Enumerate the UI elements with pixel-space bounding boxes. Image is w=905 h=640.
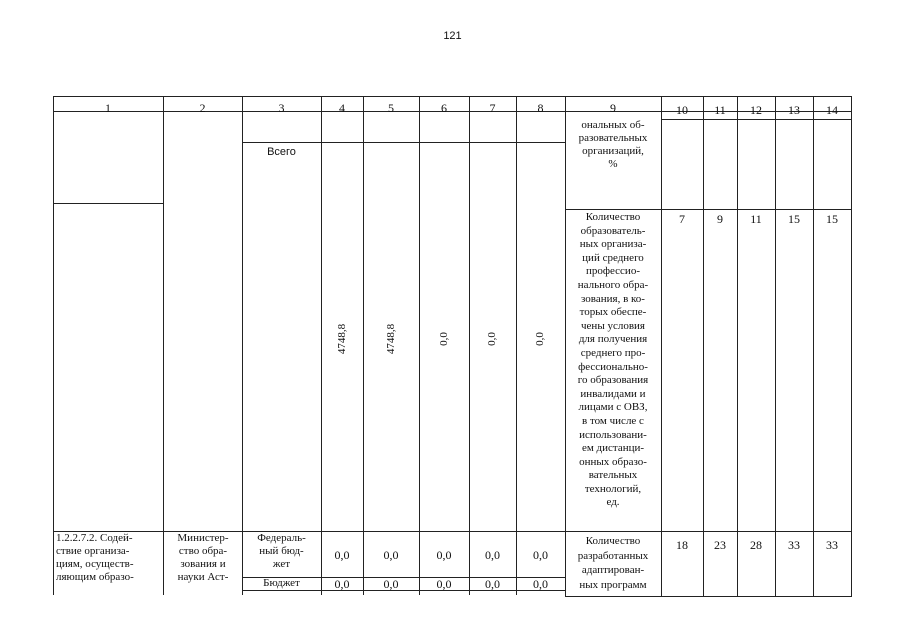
total-col6-value: 0,0: [438, 332, 450, 346]
header-col-14: 14: [826, 103, 838, 117]
programs-value-col11: 23: [714, 538, 726, 552]
indicator-text: Количество образователь- ных организа- ций среднего профессио- нального обра- зования, в ко- торых обеспе- чены условия для получения среднего про- фессионально- го образования инвалидами и лицами с ОВЗ, в том числе с использовани- ем дистанци- онных образо- вательных технологий, ед.: [577, 211, 649, 509]
total-col4-value: 4748,8: [336, 323, 348, 355]
federal-col5-value: 0,0: [383, 548, 399, 562]
header-col-5: 5: [388, 101, 394, 115]
header-col-2: 2: [199, 101, 206, 115]
header-col-10: 10: [676, 103, 688, 117]
header-col-11: 11: [714, 103, 726, 117]
programs-value-col10: 18: [676, 538, 688, 552]
header-col-1: 1: [105, 101, 111, 115]
federal-col8-value: 0,0: [533, 548, 548, 562]
budget-label: Бюджет: [263, 577, 300, 589]
total-col7-value: 0,0: [486, 332, 498, 346]
budget-col4-value: 0,0: [334, 577, 350, 591]
federal-col6-value: 0,0: [436, 548, 452, 562]
federal-col4-value: 0,0: [334, 548, 350, 562]
measure-name: 1.2.2.7.2. Содей- ствие организа- циям, осуществ- ляющим образо-: [56, 532, 134, 583]
header-col-8: 8: [537, 101, 544, 115]
programs-value-col12: 28: [750, 538, 762, 552]
indicator-value-col13: 15: [788, 212, 800, 226]
indicator-value-col12: 11: [750, 212, 762, 226]
header-col-3: 3: [278, 101, 285, 115]
budget-col6-value: 0,0: [436, 577, 452, 591]
budget-col8-value: 0,0: [533, 577, 548, 591]
indicator-value-col14: 15: [826, 212, 838, 226]
header-col-13: 13: [788, 103, 800, 117]
indicator-value-col11: 9: [717, 212, 723, 226]
page-number: 121: [443, 30, 462, 42]
budget-col5-value: 0,0: [383, 577, 399, 591]
header-col-9: 9: [610, 101, 616, 115]
executor-name: Министер- ство обра- зования и науки Аст-: [177, 532, 229, 583]
programs-value-col13: 33: [788, 538, 800, 552]
indicator-programs-text: Количество разработанных адаптирован- ных программ: [577, 535, 649, 591]
header-col-4: 4: [339, 101, 345, 115]
header-col-6: 6: [441, 101, 447, 115]
header-col-7: 7: [489, 101, 496, 115]
budget-col7-value: 0,0: [485, 577, 500, 591]
programs-value-col14: 33: [826, 538, 838, 552]
total-col5-value: 4748,8: [385, 323, 397, 355]
federal-col7-value: 0,0: [485, 548, 500, 562]
total-col8-value: 0,0: [534, 332, 546, 346]
indicator-continuation-text: ональных об- разовательных организаций, %: [578, 119, 648, 170]
federal-budget-label: Федераль- ный бюд- жет: [257, 532, 306, 570]
indicator-value-col10: 7: [679, 212, 685, 226]
header-col-12: 12: [750, 103, 762, 117]
total-label: Всего: [267, 146, 296, 158]
